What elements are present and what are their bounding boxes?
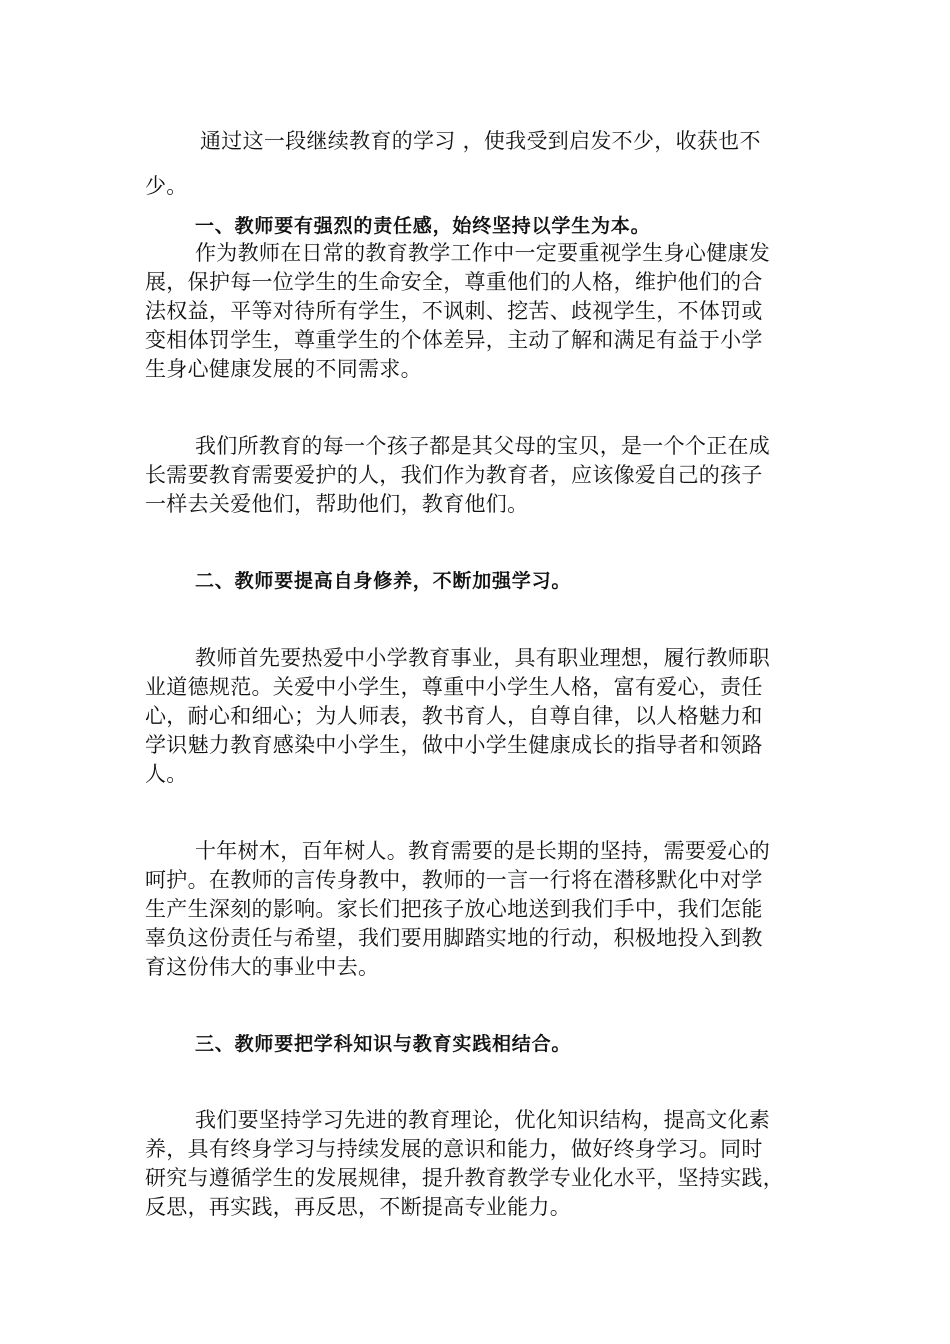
paragraph-line: 生产生深刻的影响。家长们把孩子放心地送到我们手中，我们怎能 [145,897,763,921]
section-3-heading: 三、教师要把学科知识与教育实践相结合。 [195,1033,572,1055]
paragraph-line: 展，保护每一位学生的生命安全，尊重他们的人格，维护他们的合 [145,270,763,294]
paragraph-line: 辜负这份责任与希望，我们要用脚踏实地的行动，积极地投入到教 [145,926,763,950]
paragraph-line: 业道德规范。关爱中小学生，尊重中小学生人格，富有爱心，责任 [145,675,763,699]
paragraph-line: 育这份伟大的事业中去。 [145,955,380,979]
paragraph-line: 教师首先要热爱中小学教育事业，具有职业理想，履行教师职 [195,646,771,670]
paragraph-line: 变相体罚学生，尊重学生的个体差异，主动了解和满足有益于小学 [145,328,763,352]
paragraph-line: 心，耐心和细心；为人师表，教书育人，自尊自律，以人格魅力和 [145,704,763,728]
paragraph-line: 养，具有终身学习与持续发展的意识和能力，做好终身学习。同时 [145,1137,763,1161]
section-2-heading: 二、教师要提高自身修养，不断加强学习。 [195,570,572,592]
paragraph-line: 我们所教育的每一个孩子都是其父母的宝贝，是一个个正在成 [195,434,771,458]
section-1-heading: 一、教师要有强烈的责任感，始终坚持以学生为本。 [195,215,651,237]
paragraph-line: 长需要教育需要爱护的人，我们作为教育者，应该像爱自己的孩子 [145,463,763,487]
paragraph-line: 人。 [145,762,188,786]
intro-line-1: 通过这一段继续教育的学习 ，使我受到启发不少，收获也不 [200,129,761,153]
paragraph-line: 我们要坚持学习先进的教育理论，优化知识结构，提高文化素 [195,1108,771,1132]
paragraph-line: 反思，再实践，再反思，不断提高专业能力。 [145,1195,571,1219]
intro-line-2: 少。 [145,174,188,198]
paragraph-line: 法权益，平等对待所有学生，不讽刺、挖苦、歧视学生，不体罚或 [145,299,763,323]
paragraph-line: 生身心健康发展的不同需求。 [145,357,422,381]
paragraph-line: 作为教师在日常的教育教学工作中一定要重视学生身心健康发 [195,241,771,265]
paragraph-line: 呵护。在教师的言传身教中，教师的一言一行将在潜移默化中对学 [145,868,763,892]
paragraph-line: 一样去关爱他们，帮助他们，教育他们。 [145,492,529,516]
paragraph-line: 学识魅力教育感染中小学生，做中小学生健康成长的指导者和领路 [145,733,763,757]
paragraph-line: 十年树木，百年树人。教育需要的是长期的坚持，需要爱心的 [195,839,771,863]
paragraph-line: 研究与遵循学生的发展规律，提升教育教学专业化水平，坚持实践， [145,1166,784,1190]
